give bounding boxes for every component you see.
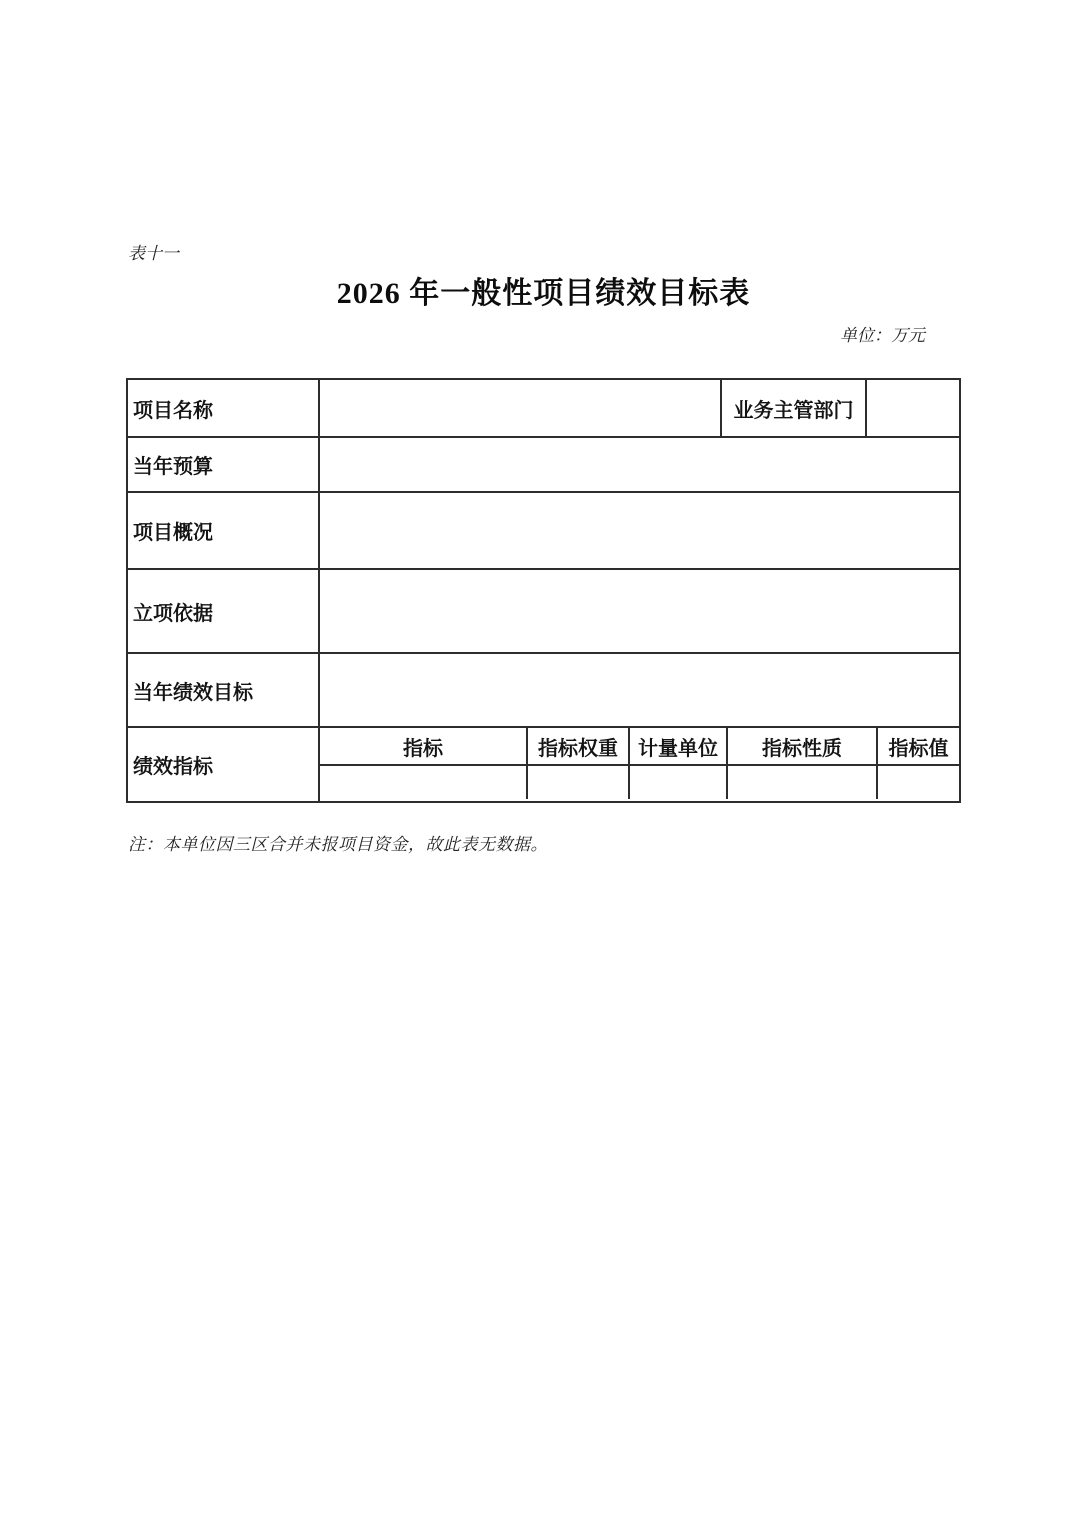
indicator-value-value-cell bbox=[878, 766, 959, 799]
indicator-weight-value-cell bbox=[528, 766, 630, 799]
page-title: 2026 年一般性项目绩效目标表 bbox=[336, 277, 751, 310]
annual-budget-label: 当年预算 bbox=[128, 438, 320, 491]
indicator-col-header: 指标 bbox=[320, 728, 528, 764]
project-name-label: 项目名称 bbox=[128, 380, 320, 436]
table-number: 表十一 bbox=[128, 244, 179, 264]
measurement-unit-col-header: 计量单位 bbox=[630, 728, 728, 764]
indicator-nature-col-header: 指标性质 bbox=[728, 728, 878, 764]
row-project-overview bbox=[128, 493, 959, 570]
performance-indicators-label: 绩效指标 bbox=[128, 728, 320, 801]
indicator-header-row bbox=[320, 728, 959, 766]
indicator-value-col-header: 指标值 bbox=[888, 737, 949, 760]
supervising-department-label: 业务主管部门 bbox=[722, 380, 867, 436]
row-annual-budget bbox=[128, 438, 959, 493]
annual-performance-target-label: 当年绩效目标 bbox=[128, 654, 320, 726]
indicator-nature-value-cell bbox=[728, 766, 878, 799]
indicator-weight-col-header: 指标权重 bbox=[528, 728, 630, 764]
project-basis-value-cell bbox=[320, 570, 959, 652]
footnote: 注：本单位因三区合并未报项目资金，故此表无数据。 bbox=[128, 835, 548, 855]
project-overview-value-cell bbox=[320, 493, 959, 568]
indicator-value-cell bbox=[320, 766, 528, 799]
performance-target-table bbox=[126, 378, 961, 803]
project-overview-label: 项目概况 bbox=[128, 493, 320, 568]
annual-performance-target-value-cell bbox=[320, 654, 959, 726]
row-annual-performance-target bbox=[128, 654, 959, 728]
performance-indicators-grid bbox=[320, 728, 959, 801]
unit-note: 单位：万元 bbox=[840, 326, 925, 346]
annual-budget-value-cell bbox=[320, 438, 959, 491]
supervising-department-value-cell bbox=[867, 380, 959, 436]
project-basis-label: 立项依据 bbox=[128, 570, 320, 652]
row-project-name bbox=[128, 380, 959, 438]
measurement-unit-value-cell bbox=[630, 766, 728, 799]
indicator-data-row bbox=[320, 766, 959, 799]
row-project-basis bbox=[128, 570, 959, 654]
project-name-value-cell bbox=[320, 380, 722, 436]
row-performance-indicators bbox=[128, 728, 959, 801]
